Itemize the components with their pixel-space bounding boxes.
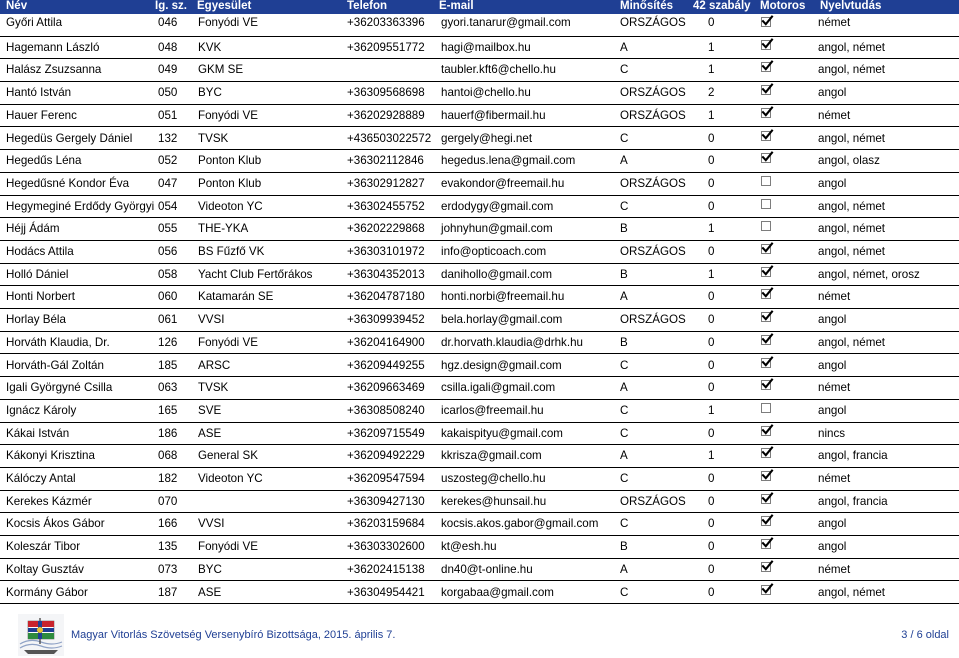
cell-email: korgabaa@gmail.com <box>441 585 554 599</box>
cell-language: angol, német <box>818 245 886 258</box>
cell-name: Igali Györgyné Csilla <box>6 381 113 395</box>
cell-language: angol, olasz <box>818 154 880 168</box>
cell-email: evakondor@freemail.hu <box>441 176 565 190</box>
checkmark-icon <box>761 83 773 95</box>
cell-phone: +36203159684 <box>347 517 425 531</box>
cell-rating: ORSZÁGOS <box>620 108 686 122</box>
cell-phone: +36204164900 <box>347 335 425 349</box>
cell-phone: +36302455752 <box>347 199 425 213</box>
cell-rating: B <box>620 335 628 349</box>
header-email: E-mail <box>439 0 474 12</box>
cell-club: Videoton YC <box>198 472 263 485</box>
cell-rating: ORSZÁGOS <box>620 313 686 327</box>
cell-phone: +36209547594 <box>347 472 425 485</box>
cell-id: 061 <box>158 313 178 327</box>
cell-language: angol, német <box>818 63 886 77</box>
cell-name: Hegedűsné Kondor Éva <box>6 176 130 190</box>
cell-club: GKM SE <box>198 63 244 77</box>
cell-email: taubler.kft6@chello.hu <box>441 63 556 77</box>
cell-id: 186 <box>158 426 178 440</box>
cell-club: BYC <box>198 86 222 100</box>
cell-rating: C <box>620 199 629 213</box>
checkmark-icon <box>761 446 773 458</box>
cell-club: KVK <box>198 40 222 54</box>
motor-checked-checkbox[interactable] <box>761 494 771 504</box>
cell-language: angol, német <box>818 585 886 599</box>
header-minosites: Minősítés <box>620 0 674 12</box>
cell-name: Kákai István <box>6 426 70 440</box>
cell-phone: +36209663469 <box>347 381 425 395</box>
cell-name: Koleszár Tibor <box>6 540 81 554</box>
table-row <box>0 332 959 355</box>
cell-email: gyori.tanarur@gmail.com <box>441 16 571 29</box>
table-row <box>0 582 959 605</box>
cell-phone: +36202415138 <box>347 562 425 576</box>
cell-id: 049 <box>158 63 178 77</box>
cell-name: Kormány Gábor <box>6 585 88 599</box>
page-footer <box>0 612 959 658</box>
checkmark-icon <box>761 15 773 27</box>
table-row <box>0 59 959 82</box>
cell-rule42: 1 <box>708 449 715 463</box>
checkmark-icon <box>761 151 773 163</box>
table-row <box>0 309 959 332</box>
cell-id: 052 <box>158 154 178 168</box>
cell-name: Horlay Béla <box>6 313 66 327</box>
table-row <box>0 218 959 241</box>
cell-rating: ORSZÁGOS <box>620 16 686 29</box>
table-row <box>0 105 959 128</box>
checkmark-icon <box>761 356 773 368</box>
cell-email: hauerf@fibermail.hu <box>441 108 546 122</box>
page-number: 3 / 6 oldal <box>901 629 949 641</box>
motor-checked-checkbox[interactable] <box>761 131 771 141</box>
checkmark-icon <box>761 492 773 504</box>
motor-unchecked-checkbox[interactable] <box>761 176 771 186</box>
cell-rule42: 1 <box>708 222 715 236</box>
checkmark-icon <box>761 287 773 299</box>
checkmark-icon <box>761 378 773 390</box>
cell-email: kerekes@hunsail.hu <box>441 494 547 508</box>
cell-rating: C <box>620 585 629 599</box>
motor-checked-checkbox[interactable] <box>761 17 771 27</box>
table-row <box>0 559 959 582</box>
cell-id: 165 <box>158 403 178 417</box>
checkmark-icon <box>761 514 773 526</box>
checkmark-icon <box>761 129 773 141</box>
motor-checked-checkbox[interactable] <box>761 516 771 526</box>
motor-checked-checkbox[interactable] <box>761 585 771 595</box>
cell-language: angol <box>818 86 847 100</box>
cell-email: info@opticoach.com <box>441 245 547 258</box>
cell-club: VVSI <box>198 313 225 327</box>
cell-email: kakaispityu@gmail.com <box>441 426 563 440</box>
cell-language: német <box>818 562 851 576</box>
checkmark-icon <box>761 310 773 322</box>
cell-phone: +36202928889 <box>347 108 425 122</box>
cell-rule42: 0 <box>708 381 715 395</box>
motor-checked-checkbox[interactable] <box>761 267 771 277</box>
cell-rating: A <box>620 40 628 54</box>
cell-language: angol <box>818 403 847 417</box>
cell-phone: +36204787180 <box>347 290 425 304</box>
cell-rating: A <box>620 449 628 463</box>
motor-unchecked-checkbox[interactable] <box>761 403 771 413</box>
cell-name: Horváth Klaudia, Dr. <box>6 335 110 349</box>
cell-id: 185 <box>158 358 178 372</box>
table-row <box>0 513 959 536</box>
checkmark-icon <box>761 60 773 72</box>
table-row <box>0 128 959 151</box>
cell-language: angol, német, orosz <box>818 267 920 281</box>
cell-id: 051 <box>158 108 178 122</box>
motor-checked-checkbox[interactable] <box>761 108 771 118</box>
cell-email: dr.horvath.klaudia@drhk.hu <box>441 335 583 349</box>
cell-rule42: 0 <box>708 131 715 145</box>
motor-checked-checkbox[interactable] <box>761 539 771 549</box>
cell-club: Ponton Klub <box>198 176 262 190</box>
table-row <box>0 286 959 309</box>
table-row <box>0 173 959 196</box>
cell-language: nincs <box>818 426 846 440</box>
cell-rating: C <box>620 426 629 440</box>
cell-club: THE-YKA <box>198 222 249 236</box>
checkmark-icon <box>761 265 773 277</box>
cell-name: Ignácz Károly <box>6 403 77 417</box>
cell-club: Fonyódi VE <box>198 108 258 122</box>
header-motoros: Motoros <box>760 0 806 12</box>
cell-language: német <box>818 16 851 29</box>
cell-rule42: 0 <box>708 154 715 168</box>
cell-email: gergely@hegi.net <box>441 131 533 145</box>
cell-id: 060 <box>158 290 178 304</box>
motor-checked-checkbox[interactable] <box>761 335 771 345</box>
motor-checked-checkbox[interactable] <box>761 40 771 50</box>
table-row <box>0 491 959 514</box>
table-row <box>0 150 959 173</box>
table-row <box>0 468 959 491</box>
cell-phone: +36302912827 <box>347 176 425 190</box>
cell-id: 187 <box>158 585 178 599</box>
cell-name: Kákonyi Krisztina <box>6 449 95 463</box>
cell-id: 050 <box>158 86 178 100</box>
cell-email: bela.horlay@gmail.com <box>441 313 563 327</box>
checkmark-icon <box>761 424 773 436</box>
checkmark-icon <box>761 560 773 572</box>
cell-language: angol <box>818 358 847 372</box>
cell-email: johnyhun@gmail.com <box>441 222 553 236</box>
cell-email: erdodygy@gmail.com <box>441 199 554 213</box>
cell-email: csilla.igali@gmail.com <box>441 381 556 395</box>
cell-rating: A <box>620 562 628 576</box>
cell-rule42: 0 <box>708 290 715 304</box>
cell-language: angol <box>818 176 847 190</box>
table-row <box>0 355 959 378</box>
cell-rule42: 0 <box>708 585 715 599</box>
cell-language: angol, német <box>818 335 886 349</box>
header-nyelvtudas: Nyelvtudás <box>820 0 882 12</box>
cell-rating: A <box>620 381 628 395</box>
table-row <box>0 423 959 446</box>
cell-name: Hodács Attila <box>6 245 74 258</box>
cell-language: angol, német <box>818 40 886 54</box>
cell-email: dn40@t-online.hu <box>441 562 533 576</box>
header-42-szabaly: 42 szabály <box>693 0 751 12</box>
cell-email: kt@esh.hu <box>441 540 497 554</box>
cell-language: angol <box>818 517 847 531</box>
cell-rating: ORSZÁGOS <box>620 176 686 190</box>
motor-checked-checkbox[interactable] <box>761 289 771 299</box>
cell-rating: ORSZÁGOS <box>620 86 686 100</box>
cell-club: Yacht Club Fertőrákos <box>198 267 313 281</box>
cell-club: ASE <box>198 585 222 599</box>
cell-club: Fonyódi VE <box>198 335 258 349</box>
cell-language: angol, francia <box>818 449 888 463</box>
motor-checked-checkbox[interactable] <box>761 153 771 163</box>
motor-checked-checkbox[interactable] <box>761 62 771 72</box>
cell-rating: C <box>620 131 629 145</box>
cell-name: Hegymeginé Erdődy Györgyi <box>6 199 155 213</box>
cell-rule42: 1 <box>708 40 715 54</box>
cell-club: Katamarán SE <box>198 290 274 304</box>
cell-id: 056 <box>158 245 178 258</box>
cell-club: ARSC <box>198 358 231 372</box>
cell-phone: +36309939452 <box>347 313 425 327</box>
cell-language: angol, német <box>818 131 886 145</box>
motor-checked-checkbox[interactable] <box>761 358 771 368</box>
cell-language: angol, francia <box>818 494 888 508</box>
motor-checked-checkbox[interactable] <box>761 312 771 322</box>
checkmark-icon <box>761 106 773 118</box>
cell-id: 054 <box>158 199 178 213</box>
cell-phone: +36302112846 <box>347 154 424 168</box>
table-row <box>0 241 959 264</box>
checkmark-icon <box>761 38 773 50</box>
cell-name: Hauer Ferenc <box>6 108 77 122</box>
cell-phone: +36308508240 <box>347 403 425 417</box>
table-row <box>0 14 959 37</box>
cell-name: Halász Zsuzsanna <box>6 63 102 77</box>
cell-email: hagi@mailbox.hu <box>441 40 531 54</box>
cell-id: 132 <box>158 131 178 145</box>
cell-name: Kerekes Kázmér <box>6 494 92 508</box>
cell-id: 070 <box>158 494 178 508</box>
motor-checked-checkbox[interactable] <box>761 85 771 95</box>
cell-phone: +36303302600 <box>347 540 425 554</box>
cell-rating: ORSZÁGOS <box>620 245 686 258</box>
cell-id: 126 <box>158 335 178 349</box>
checkmark-icon <box>761 537 773 549</box>
cell-language: német <box>818 472 851 485</box>
cell-email: kocsis.akos.gabor@gmail.com <box>441 517 599 531</box>
cell-rule42: 0 <box>708 199 715 213</box>
cell-language: angol, német <box>818 222 886 236</box>
cell-id: 063 <box>158 381 178 395</box>
motor-unchecked-checkbox[interactable] <box>761 221 771 231</box>
cell-phone: +36309568698 <box>347 86 425 100</box>
cell-rule42: 0 <box>708 245 715 258</box>
cell-club: VVSI <box>198 517 225 531</box>
cell-name: Győri Attila <box>6 16 63 29</box>
motor-checked-checkbox[interactable] <box>761 448 771 458</box>
cell-language: angol <box>818 313 847 327</box>
cell-id: 046 <box>158 16 178 29</box>
cell-language: német <box>818 290 851 304</box>
cell-email: danihollo@gmail.com <box>441 267 553 281</box>
cell-rating: C <box>620 403 629 417</box>
cell-email: kkrisza@gmail.com <box>441 449 542 463</box>
cell-club: BYC <box>198 562 222 576</box>
cell-name: Koltay Gusztáv <box>6 562 84 576</box>
table-header <box>0 0 959 14</box>
cell-email: hegedus.lena@gmail.com <box>441 154 576 168</box>
cell-name: Hegedüs Gergely Dániel <box>6 131 133 145</box>
cell-rule42: 0 <box>708 562 715 576</box>
checkmark-icon <box>761 469 773 481</box>
cell-rating: B <box>620 540 628 554</box>
cell-email: uszosteg@chello.hu <box>441 472 546 485</box>
motor-unchecked-checkbox[interactable] <box>761 199 771 209</box>
cell-rule42: 0 <box>708 472 715 485</box>
cell-rule42: 0 <box>708 517 715 531</box>
cell-email: icarlos@freemail.hu <box>441 403 544 417</box>
cell-club: SVE <box>198 403 222 417</box>
cell-name: Hegedűs Léna <box>6 154 82 168</box>
cell-rating: A <box>620 154 628 168</box>
table-row <box>0 264 959 287</box>
cell-name: Hantó István <box>6 86 72 100</box>
motor-checked-checkbox[interactable] <box>761 471 771 481</box>
cell-rule42: 0 <box>708 335 715 349</box>
cell-club: Videoton YC <box>198 199 263 213</box>
cell-rule42: 1 <box>708 267 715 281</box>
header-telefon: Telefon <box>347 0 388 12</box>
cell-club: TVSK <box>198 381 229 395</box>
cell-rule42: 2 <box>708 86 715 100</box>
cell-club: General SK <box>198 449 258 463</box>
motor-checked-checkbox[interactable] <box>761 244 771 254</box>
cell-phone: +36304954421 <box>347 585 425 599</box>
cell-rule42: 1 <box>708 403 715 417</box>
cell-name: Horváth-Gál Zoltán <box>6 358 104 372</box>
cell-name: Kálóczy Antal <box>6 472 76 485</box>
cell-rule42: 0 <box>708 426 715 440</box>
table-row <box>0 400 959 423</box>
cell-id: 073 <box>158 562 178 576</box>
cell-id: 166 <box>158 517 178 531</box>
checkmark-icon <box>761 583 773 595</box>
cell-phone: +36209492229 <box>347 449 425 463</box>
cell-id: 048 <box>158 40 178 54</box>
cell-email: honti.norbi@freemail.hu <box>441 290 565 304</box>
cell-phone: +436503022572 <box>347 131 432 145</box>
cell-rating: ORSZÁGOS <box>620 494 686 508</box>
cell-name: Héjj Ádám <box>6 222 60 236</box>
cell-language: német <box>818 108 851 122</box>
cell-rule42: 0 <box>708 494 715 508</box>
cell-email: hantoi@chello.hu <box>441 86 531 100</box>
cell-phone: +36209551772 <box>347 40 425 54</box>
table-row <box>0 536 959 559</box>
cell-id: 055 <box>158 222 178 236</box>
cell-phone: +36203363396 <box>347 16 425 29</box>
cell-rule42: 0 <box>708 540 715 554</box>
cell-id: 135 <box>158 540 178 554</box>
header-nev: Név <box>6 0 28 12</box>
cell-rule42: 0 <box>708 358 715 372</box>
cell-rating: B <box>620 222 628 236</box>
cell-rating: C <box>620 517 629 531</box>
cell-rating: C <box>620 472 629 485</box>
table-row <box>0 445 959 468</box>
cell-name: Holló Dániel <box>6 267 69 281</box>
cell-club: Fonyódi VE <box>198 540 258 554</box>
cell-phone: +36309427130 <box>347 494 425 508</box>
cell-name: Hagemann László <box>6 40 100 54</box>
cell-name: Honti Norbert <box>6 290 75 304</box>
cell-club: BS Fűzfő VK <box>198 245 265 258</box>
checkmark-icon <box>761 333 773 345</box>
cell-rule42: 0 <box>708 176 715 190</box>
cell-id: 047 <box>158 176 178 190</box>
header-egyesulet: Egyesület <box>197 0 252 12</box>
association-logo-icon <box>18 614 64 656</box>
header-ig-sz: Ig. sz. <box>155 0 187 12</box>
motor-checked-checkbox[interactable] <box>761 562 771 572</box>
table-row <box>0 37 959 60</box>
cell-rating: C <box>620 63 629 77</box>
cell-rule42: 0 <box>708 16 715 29</box>
cell-phone: +36209715549 <box>347 426 425 440</box>
cell-phone: +36202229868 <box>347 222 425 236</box>
checkmark-icon <box>761 242 773 254</box>
cell-id: 058 <box>158 267 178 281</box>
cell-rating: C <box>620 358 629 372</box>
cell-name: Kocsis Ákos Gábor <box>6 517 105 531</box>
cell-rating: B <box>620 267 628 281</box>
cell-rule42: 1 <box>708 108 715 122</box>
cell-language: angol, német <box>818 199 886 213</box>
cell-email: hgz.design@gmail.com <box>441 358 562 372</box>
cell-club: Fonyódi VE <box>198 16 258 29</box>
cell-phone: +36304352013 <box>347 267 425 281</box>
cell-id: 068 <box>158 449 178 463</box>
cell-club: ASE <box>198 426 222 440</box>
cell-club: TVSK <box>198 131 229 145</box>
cell-club: Ponton Klub <box>198 154 262 168</box>
cell-language: német <box>818 381 851 395</box>
cell-rule42: 1 <box>708 63 715 77</box>
cell-language: angol <box>818 540 847 554</box>
table-row <box>0 377 959 400</box>
cell-phone: +36303101972 <box>347 245 425 258</box>
table-row <box>0 196 959 219</box>
cell-phone: +36209449255 <box>347 358 425 372</box>
table-row <box>0 82 959 105</box>
cell-rule42: 0 <box>708 313 715 327</box>
cell-id: 182 <box>158 472 178 485</box>
footer-text: Magyar Vitorlás Szövetség Versenybíró Bizottsága, 2015. április 7. <box>71 629 396 641</box>
motor-checked-checkbox[interactable] <box>761 380 771 390</box>
motor-checked-checkbox[interactable] <box>761 426 771 436</box>
cell-rating: A <box>620 290 628 304</box>
